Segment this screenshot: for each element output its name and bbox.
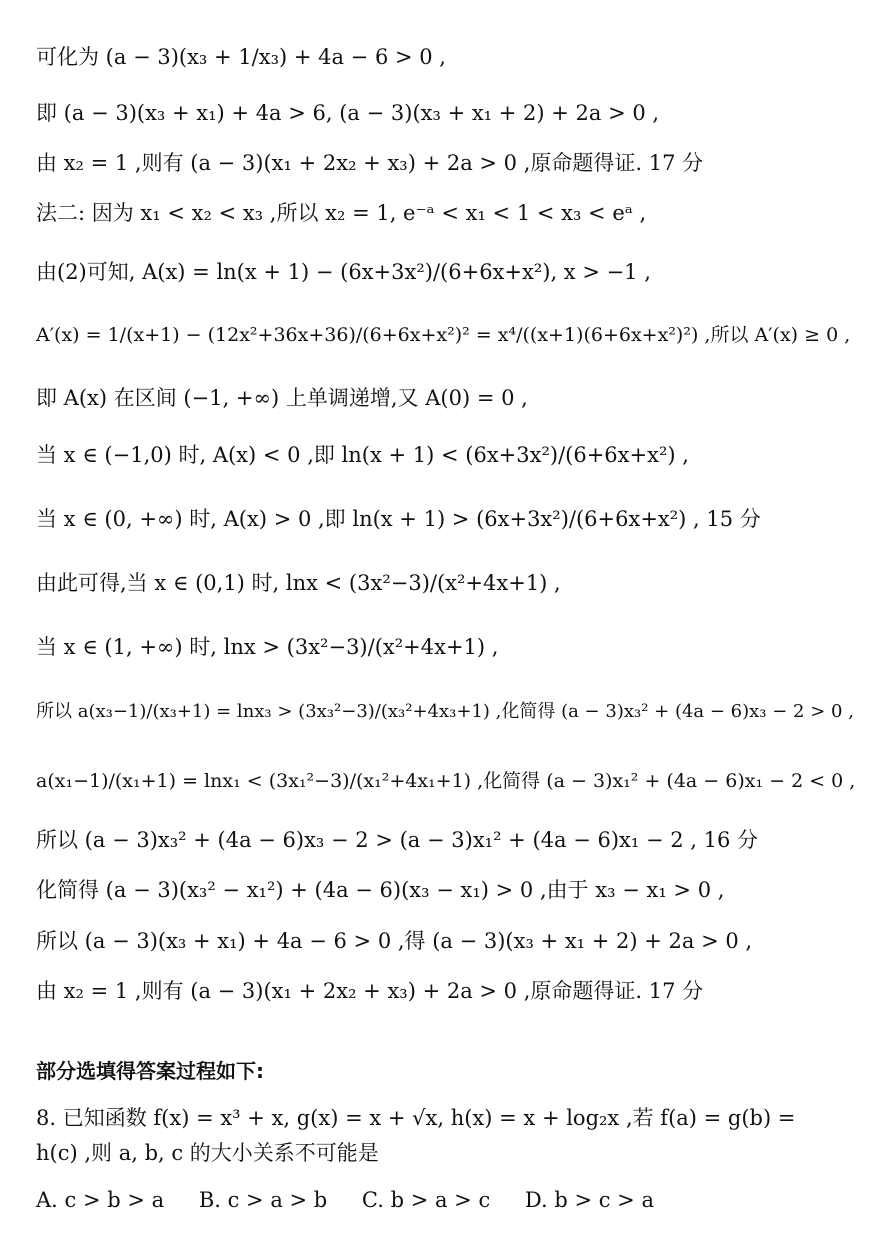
proof-line-3: 由 x₂ = 1 ,则有 (a − 3)(x₁ + 2x₂ + x₃) + 2a > 0 ,原命题得证. 17 分: [36, 151, 704, 175]
option-b: B. c > a > b: [198, 1188, 328, 1212]
proof-line-13: a(x₁−1)/(x₁+1) = lnx₁ < (3x₁²−3)/(x₁²+4x₁+1) ,化简得 (a − 3)x₁² + (4a − 6)x₁ − 2 < 0 ,: [36, 770, 856, 792]
question-line-1: 8. 已知函数 f(x) = x³ + x, g(x) = x + √x, h(x) = x + log₂x ,若 f(a) = g(b) =: [36, 1106, 796, 1130]
option-c: C. b > a > c: [361, 1188, 491, 1212]
proof-line-1: 可化为 (a − 3)(x₃ + 1/x₃) + 4a − 6 > 0 ,: [36, 45, 446, 69]
proof-line-8: 当 x ∈ (−1,0) 时, A(x) < 0 ,即 ln(x + 1) < (6x+3x²)/(6+6x+x²) ,: [36, 443, 689, 467]
proof-line-9: 当 x ∈ (0, +∞) 时, A(x) > 0 ,即 ln(x + 1) > (6x+3x²)/(6+6x+x²) , 15 分: [36, 507, 761, 531]
proof-line-15: 化简得 (a − 3)(x₃² − x₁²) + (4a − 6)(x₃ − x₁) > 0 ,由于 x₃ − x₁ > 0 ,: [36, 878, 725, 902]
section-heading: 部分选填得答案过程如下:: [36, 1059, 264, 1083]
question-line-2: h(c) ,则 a, b, c 的大小关系不可能是: [36, 1141, 379, 1165]
proof-line-12: 所以 a(x₃−1)/(x₃+1) = lnx₃ > (3x₃²−3)/(x₃²+4x₃+1) ,化简得 (a − 3)x₃² + (4a − 6)x₃ − 2 > 0 ,: [36, 701, 854, 722]
proof-line-14: 所以 (a − 3)x₃² + (4a − 6)x₃ − 2 > (a − 3)x₁² + (4a − 6)x₁ − 2 , 16 分: [36, 828, 759, 852]
option-a: A. c > b > a: [36, 1188, 165, 1212]
proof-line-5: 由(2)可知, A(x) = ln(x + 1) − (6x+3x²)/(6+6x+x²), x > −1 ,: [36, 260, 651, 284]
answer-options: [36, 1185, 682, 1215]
proof-line-6: A′(x) = 1/(x+1) − (12x²+36x+36)/(6+6x+x²)² = x⁴/((x+1)(6+6x+x²)²) ,所以 A′(x) ≥ 0 ,: [36, 324, 851, 346]
proof-line-10: 由此可得,当 x ∈ (0,1) 时, lnx < (3x²−3)/(x²+4x+1) ,: [36, 571, 561, 595]
proof-line-2: 即 (a − 3)(x₃ + x₁) + 4a > 6, (a − 3)(x₃ + x₁ + 2) + 2a > 0 ,: [36, 101, 660, 125]
proof-line-11: 当 x ∈ (1, +∞) 时, lnx > (3x²−3)/(x²+4x+1) ,: [36, 635, 499, 659]
proof-line-4: 法二: 因为 x₁ < x₂ < x₃ ,所以 x₂ = 1, e⁻ᵃ < x₁ < 1 < x₃ < eᵃ ,: [36, 201, 647, 225]
proof-line-7: 即 A(x) 在区间 (−1, +∞) 上单调递增,又 A(0) = 0 ,: [36, 386, 528, 410]
proof-line-16: 所以 (a − 3)(x₃ + x₁) + 4a − 6 > 0 ,得 (a − 3)(x₃ + x₁ + 2) + 2a > 0 ,: [36, 929, 753, 953]
option-d: D. b > c > a: [524, 1188, 654, 1212]
proof-line-17: 由 x₂ = 1 ,则有 (a − 3)(x₁ + 2x₂ + x₃) + 2a > 0 ,原命题得证. 17 分: [36, 979, 704, 1003]
